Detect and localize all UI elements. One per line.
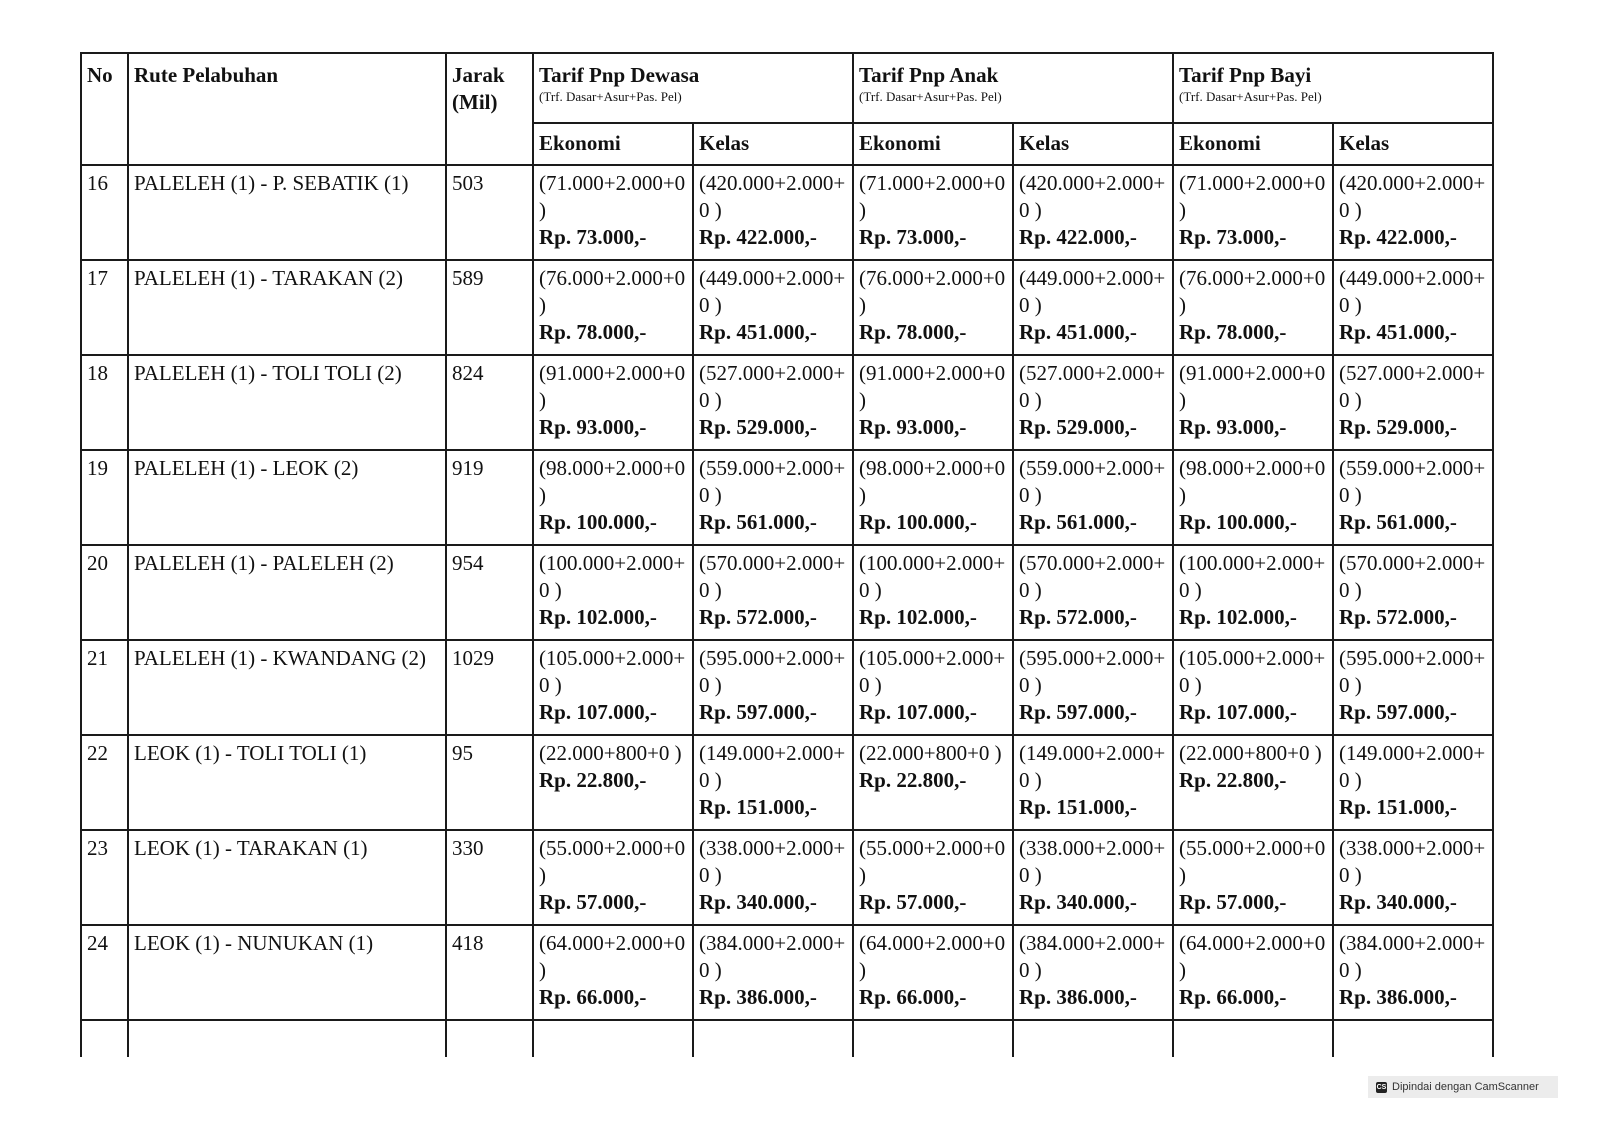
tariff-total: Rp. 151.000,-	[1339, 795, 1457, 819]
empty-cell	[1173, 1020, 1333, 1057]
cell-ekonomi	[533, 450, 693, 545]
cell-kelas	[693, 925, 853, 1020]
tariff-total: Rp. 451.000,-	[699, 320, 817, 344]
cell-ekonomi	[853, 355, 1013, 450]
cell-kelas	[1013, 355, 1173, 450]
tariff-formula: (22.000+800+0 )	[859, 741, 1002, 765]
tariff-formula: (98.000+2.000+0 )	[1179, 456, 1326, 507]
cell-no: 21	[81, 640, 128, 735]
cell-ekonomi	[533, 545, 693, 640]
watermark-text: Dipindai dengan CamScanner	[1392, 1081, 1539, 1093]
cell-kelas	[1013, 260, 1173, 355]
tariff-formula: (149.000+2.000+0 )	[699, 741, 846, 792]
tariff-total: Rp. 451.000,-	[1019, 320, 1137, 344]
table-row	[81, 925, 1493, 1020]
tariff-formula: (527.000+2.000+0 )	[699, 361, 846, 412]
tariff-total: Rp. 93.000,-	[1179, 415, 1287, 439]
tariff-formula: (149.000+2.000+0 )	[1019, 741, 1166, 792]
cell-ekonomi	[533, 830, 693, 925]
cell-kelas	[1333, 830, 1493, 925]
cell-ekonomi	[533, 640, 693, 735]
tariff-formula: (98.000+2.000+0 )	[539, 456, 686, 507]
empty-cell	[1333, 1020, 1493, 1057]
cell-ekonomi	[853, 830, 1013, 925]
empty-cell	[853, 1020, 1013, 1057]
tariff-formula: (71.000+2.000+0 )	[539, 171, 686, 222]
tariff-formula: (91.000+2.000+0 )	[1179, 361, 1326, 412]
cell-ekonomi	[533, 735, 693, 830]
tariff-formula: (91.000+2.000+0 )	[539, 361, 686, 412]
cell-ekonomi	[1173, 830, 1333, 925]
cell-ekonomi	[533, 925, 693, 1020]
header-kelas: Kelas	[1013, 123, 1173, 165]
tariff-total: Rp. 422.000,-	[699, 225, 817, 249]
tariff-formula: (64.000+2.000+0 )	[539, 931, 686, 982]
cell-rute: LEOK (1) - TOLI TOLI (1)	[128, 735, 446, 830]
cell-kelas	[1333, 925, 1493, 1020]
tariff-total: Rp. 22.800,-	[859, 768, 967, 792]
empty-cell	[533, 1020, 693, 1057]
group-title: Tarif Pnp Anak	[859, 63, 999, 87]
tariff-formula: (595.000+2.000+0 )	[1339, 646, 1486, 697]
tariff-total: Rp. 422.000,-	[1339, 225, 1457, 249]
table-row-continued	[81, 1020, 1493, 1057]
cell-kelas	[1013, 545, 1173, 640]
table-body	[81, 165, 1493, 1057]
cell-ekonomi	[1173, 165, 1333, 260]
header-rute: Rute Pelabuhan	[128, 53, 446, 165]
cell-kelas	[693, 735, 853, 830]
empty-cell	[81, 1020, 128, 1057]
tariff-total: Rp. 572.000,-	[1019, 605, 1137, 629]
tariff-total: Rp. 93.000,-	[539, 415, 647, 439]
tariff-formula: (595.000+2.000+0 )	[699, 646, 846, 697]
tariff-formula: (559.000+2.000+0 )	[1019, 456, 1166, 507]
cell-kelas	[693, 545, 853, 640]
cell-ekonomi	[533, 260, 693, 355]
header-kelas: Kelas	[1333, 123, 1493, 165]
tariff-formula: (71.000+2.000+0 )	[1179, 171, 1326, 222]
cell-kelas	[1013, 165, 1173, 260]
cell-jarak: 330	[446, 830, 533, 925]
cell-ekonomi	[853, 545, 1013, 640]
group-subtitle: (Trf. Dasar+Asur+Pas. Pel)	[1179, 89, 1322, 104]
cell-kelas	[693, 260, 853, 355]
tariff-total: Rp. 529.000,-	[699, 415, 817, 439]
cell-ekonomi	[1173, 260, 1333, 355]
tariff-total: Rp. 597.000,-	[699, 700, 817, 724]
tariff-formula: (76.000+2.000+0 )	[859, 266, 1006, 317]
tariff-formula: (384.000+2.000+0 )	[1339, 931, 1486, 982]
empty-cell	[128, 1020, 446, 1057]
tariff-formula: (420.000+2.000+0 )	[1019, 171, 1166, 222]
header-row-main	[81, 53, 1493, 123]
tariff-total: Rp. 100.000,-	[1179, 510, 1297, 534]
tariff-formula: (570.000+2.000+0 )	[1339, 551, 1486, 602]
cell-jarak: 1029	[446, 640, 533, 735]
cell-ekonomi	[853, 640, 1013, 735]
tariff-total: Rp. 78.000,-	[859, 320, 967, 344]
tariff-total: Rp. 151.000,-	[1019, 795, 1137, 819]
cell-kelas	[1013, 735, 1173, 830]
cell-ekonomi	[1173, 355, 1333, 450]
tariff-formula: (527.000+2.000+0 )	[1019, 361, 1166, 412]
tariff-total: Rp. 597.000,-	[1019, 700, 1137, 724]
cell-rute: PALELEH (1) - TOLI TOLI (2)	[128, 355, 446, 450]
cell-jarak: 589	[446, 260, 533, 355]
tariff-formula: (149.000+2.000+0 )	[1339, 741, 1486, 792]
tariff-formula: (55.000+2.000+0 )	[859, 836, 1006, 887]
group-subtitle: (Trf. Dasar+Asur+Pas. Pel)	[539, 89, 682, 104]
cell-no: 19	[81, 450, 128, 545]
tariff-formula: (91.000+2.000+0 )	[859, 361, 1006, 412]
cell-no: 22	[81, 735, 128, 830]
camscanner-watermark	[1368, 1076, 1558, 1098]
tariff-formula: (449.000+2.000+0 )	[699, 266, 846, 317]
tariff-total: Rp. 597.000,-	[1339, 700, 1457, 724]
tariff-formula: (105.000+2.000+0 )	[1179, 646, 1326, 697]
tariff-total: Rp. 107.000,-	[539, 700, 657, 724]
tariff-formula: (338.000+2.000+0 )	[699, 836, 846, 887]
tariff-total: Rp. 22.800,-	[1179, 768, 1287, 792]
tariff-formula: (71.000+2.000+0 )	[859, 171, 1006, 222]
cell-kelas	[693, 830, 853, 925]
tariff-total: Rp. 107.000,-	[859, 700, 977, 724]
table-row	[81, 735, 1493, 830]
group-title: Tarif Pnp Dewasa	[539, 63, 700, 87]
camscanner-icon: CS	[1376, 1083, 1387, 1091]
tariff-total: Rp. 451.000,-	[1339, 320, 1457, 344]
tariff-total: Rp. 57.000,-	[539, 890, 647, 914]
cell-no: 23	[81, 830, 128, 925]
cell-no: 24	[81, 925, 128, 1020]
table-row	[81, 640, 1493, 735]
tariff-formula: (98.000+2.000+0 )	[859, 456, 1006, 507]
cell-kelas	[1333, 165, 1493, 260]
cell-ekonomi	[853, 260, 1013, 355]
tariff-total: Rp. 529.000,-	[1019, 415, 1137, 439]
cell-ekonomi	[1173, 735, 1333, 830]
cell-ekonomi	[1173, 545, 1333, 640]
cell-jarak: 418	[446, 925, 533, 1020]
cell-kelas	[693, 165, 853, 260]
tariff-formula: (64.000+2.000+0 )	[1179, 931, 1326, 982]
cell-kelas	[693, 640, 853, 735]
header-group-bayi	[1173, 53, 1493, 123]
tariff-total: Rp. 102.000,-	[1179, 605, 1297, 629]
cell-kelas	[1333, 355, 1493, 450]
tariff-formula: (55.000+2.000+0 )	[539, 836, 686, 887]
cell-rute: PALELEH (1) - KWANDANG (2)	[128, 640, 446, 735]
tariff-total: Rp. 57.000,-	[859, 890, 967, 914]
tariff-formula: (420.000+2.000+0 )	[699, 171, 846, 222]
tariff-total: Rp. 22.800,-	[539, 768, 647, 792]
cell-jarak: 503	[446, 165, 533, 260]
cell-jarak: 954	[446, 545, 533, 640]
cell-kelas	[1333, 640, 1493, 735]
tariff-total: Rp. 102.000,-	[859, 605, 977, 629]
tariff-formula: (449.000+2.000+0 )	[1019, 266, 1166, 317]
tariff-total: Rp. 66.000,-	[859, 985, 967, 1009]
tariff-formula: (384.000+2.000+0 )	[699, 931, 846, 982]
cell-ekonomi	[533, 355, 693, 450]
cell-kelas	[1013, 450, 1173, 545]
cell-kelas	[1013, 925, 1173, 1020]
cell-ekonomi	[853, 925, 1013, 1020]
tariff-total: Rp. 73.000,-	[539, 225, 647, 249]
table-row	[81, 830, 1493, 925]
tariff-formula: (55.000+2.000+0 )	[1179, 836, 1326, 887]
tariff-formula: (76.000+2.000+0 )	[539, 266, 686, 317]
tariff-total: Rp. 100.000,-	[539, 510, 657, 534]
empty-cell	[693, 1020, 853, 1057]
cell-rute: PALELEH (1) - LEOK (2)	[128, 450, 446, 545]
header-ekonomi: Ekonomi	[853, 123, 1013, 165]
tariff-formula: (570.000+2.000+0 )	[1019, 551, 1166, 602]
tariff-total: Rp. 100.000,-	[859, 510, 977, 534]
tariff-total: Rp. 572.000,-	[699, 605, 817, 629]
tariff-total: Rp. 561.000,-	[699, 510, 817, 534]
group-title: Tarif Pnp Bayi	[1179, 63, 1312, 87]
header-jarak: Jarak (Mil)	[446, 53, 533, 165]
tariff-total: Rp. 93.000,-	[859, 415, 967, 439]
cell-rute: LEOK (1) - TARAKAN (1)	[128, 830, 446, 925]
tariff-formula: (420.000+2.000+0 )	[1339, 171, 1486, 222]
tariff-total: Rp. 78.000,-	[539, 320, 647, 344]
tariff-total: Rp. 386.000,-	[1339, 985, 1457, 1009]
cell-kelas	[1333, 260, 1493, 355]
header-group-dewasa	[533, 53, 853, 123]
cell-no: 18	[81, 355, 128, 450]
table-row	[81, 545, 1493, 640]
tariff-formula: (527.000+2.000+0 )	[1339, 361, 1486, 412]
header-group-anak	[853, 53, 1173, 123]
cell-kelas	[1013, 640, 1173, 735]
cell-ekonomi	[1173, 925, 1333, 1020]
header-no: No	[81, 53, 128, 165]
tariff-total: Rp. 340.000,-	[1019, 890, 1137, 914]
tariff-formula: (100.000+2.000+0 )	[859, 551, 1006, 602]
tariff-total: Rp. 340.000,-	[1339, 890, 1457, 914]
tariff-formula: (559.000+2.000+0 )	[1339, 456, 1486, 507]
cell-rute: LEOK (1) - NUNUKAN (1)	[128, 925, 446, 1020]
cell-jarak: 919	[446, 450, 533, 545]
tariff-formula: (338.000+2.000+0 )	[1339, 836, 1486, 887]
header-kelas: Kelas	[693, 123, 853, 165]
table-row	[81, 165, 1493, 260]
cell-no: 16	[81, 165, 128, 260]
cell-ekonomi	[1173, 450, 1333, 545]
empty-cell	[446, 1020, 533, 1057]
tariff-total: Rp. 572.000,-	[1339, 605, 1457, 629]
cell-kelas	[693, 450, 853, 545]
tariff-formula: (22.000+800+0 )	[539, 741, 682, 765]
cell-kelas	[1333, 450, 1493, 545]
cell-rute: PALELEH (1) - TARAKAN (2)	[128, 260, 446, 355]
tariff-formula: (595.000+2.000+0 )	[1019, 646, 1166, 697]
tariff-formula: (100.000+2.000+0 )	[539, 551, 686, 602]
tariff-formula: (76.000+2.000+0 )	[1179, 266, 1326, 317]
tariff-formula: (384.000+2.000+0 )	[1019, 931, 1166, 982]
cell-no: 20	[81, 545, 128, 640]
tariff-total: Rp. 561.000,-	[1339, 510, 1457, 534]
tariff-total: Rp. 102.000,-	[539, 605, 657, 629]
tariff-formula: (338.000+2.000+0 )	[1019, 836, 1166, 887]
cell-jarak: 824	[446, 355, 533, 450]
tariff-formula: (100.000+2.000+0 )	[1179, 551, 1326, 602]
tariff-total: Rp. 73.000,-	[1179, 225, 1287, 249]
header-ekonomi: Ekonomi	[533, 123, 693, 165]
cell-no: 17	[81, 260, 128, 355]
tariff-formula: (449.000+2.000+0 )	[1339, 266, 1486, 317]
tariff-total: Rp. 340.000,-	[699, 890, 817, 914]
cell-kelas	[1333, 735, 1493, 830]
cell-rute: PALELEH (1) - P. SEBATIK (1)	[128, 165, 446, 260]
tariff-table	[80, 52, 1494, 1057]
tariff-total: Rp. 66.000,-	[1179, 985, 1287, 1009]
tariff-formula: (559.000+2.000+0 )	[699, 456, 846, 507]
cell-kelas	[1333, 545, 1493, 640]
table-row	[81, 260, 1493, 355]
tariff-total: Rp. 73.000,-	[859, 225, 967, 249]
tariff-total: Rp. 386.000,-	[699, 985, 817, 1009]
tariff-total: Rp. 151.000,-	[699, 795, 817, 819]
cell-kelas	[693, 355, 853, 450]
cell-ekonomi	[853, 165, 1013, 260]
cell-ekonomi	[853, 450, 1013, 545]
group-subtitle: (Trf. Dasar+Asur+Pas. Pel)	[859, 89, 1002, 104]
tariff-total: Rp. 529.000,-	[1339, 415, 1457, 439]
cell-rute: PALELEH (1) - PALELEH (2)	[128, 545, 446, 640]
tariff-formula: (570.000+2.000+0 )	[699, 551, 846, 602]
header-ekonomi: Ekonomi	[1173, 123, 1333, 165]
cell-ekonomi	[853, 735, 1013, 830]
table-row	[81, 450, 1493, 545]
empty-cell	[1013, 1020, 1173, 1057]
tariff-formula: (105.000+2.000+0 )	[539, 646, 686, 697]
cell-ekonomi	[533, 165, 693, 260]
cell-jarak: 95	[446, 735, 533, 830]
table-row	[81, 355, 1493, 450]
tariff-total: Rp. 422.000,-	[1019, 225, 1137, 249]
cell-ekonomi	[1173, 640, 1333, 735]
tariff-total: Rp. 107.000,-	[1179, 700, 1297, 724]
tariff-total: Rp. 386.000,-	[1019, 985, 1137, 1009]
tariff-total: Rp. 561.000,-	[1019, 510, 1137, 534]
tariff-total: Rp. 66.000,-	[539, 985, 647, 1009]
cell-kelas	[1013, 830, 1173, 925]
tariff-formula: (64.000+2.000+0 )	[859, 931, 1006, 982]
tariff-formula: (22.000+800+0 )	[1179, 741, 1322, 765]
tariff-formula: (105.000+2.000+0 )	[859, 646, 1006, 697]
tariff-total: Rp. 57.000,-	[1179, 890, 1287, 914]
tariff-total: Rp. 78.000,-	[1179, 320, 1287, 344]
